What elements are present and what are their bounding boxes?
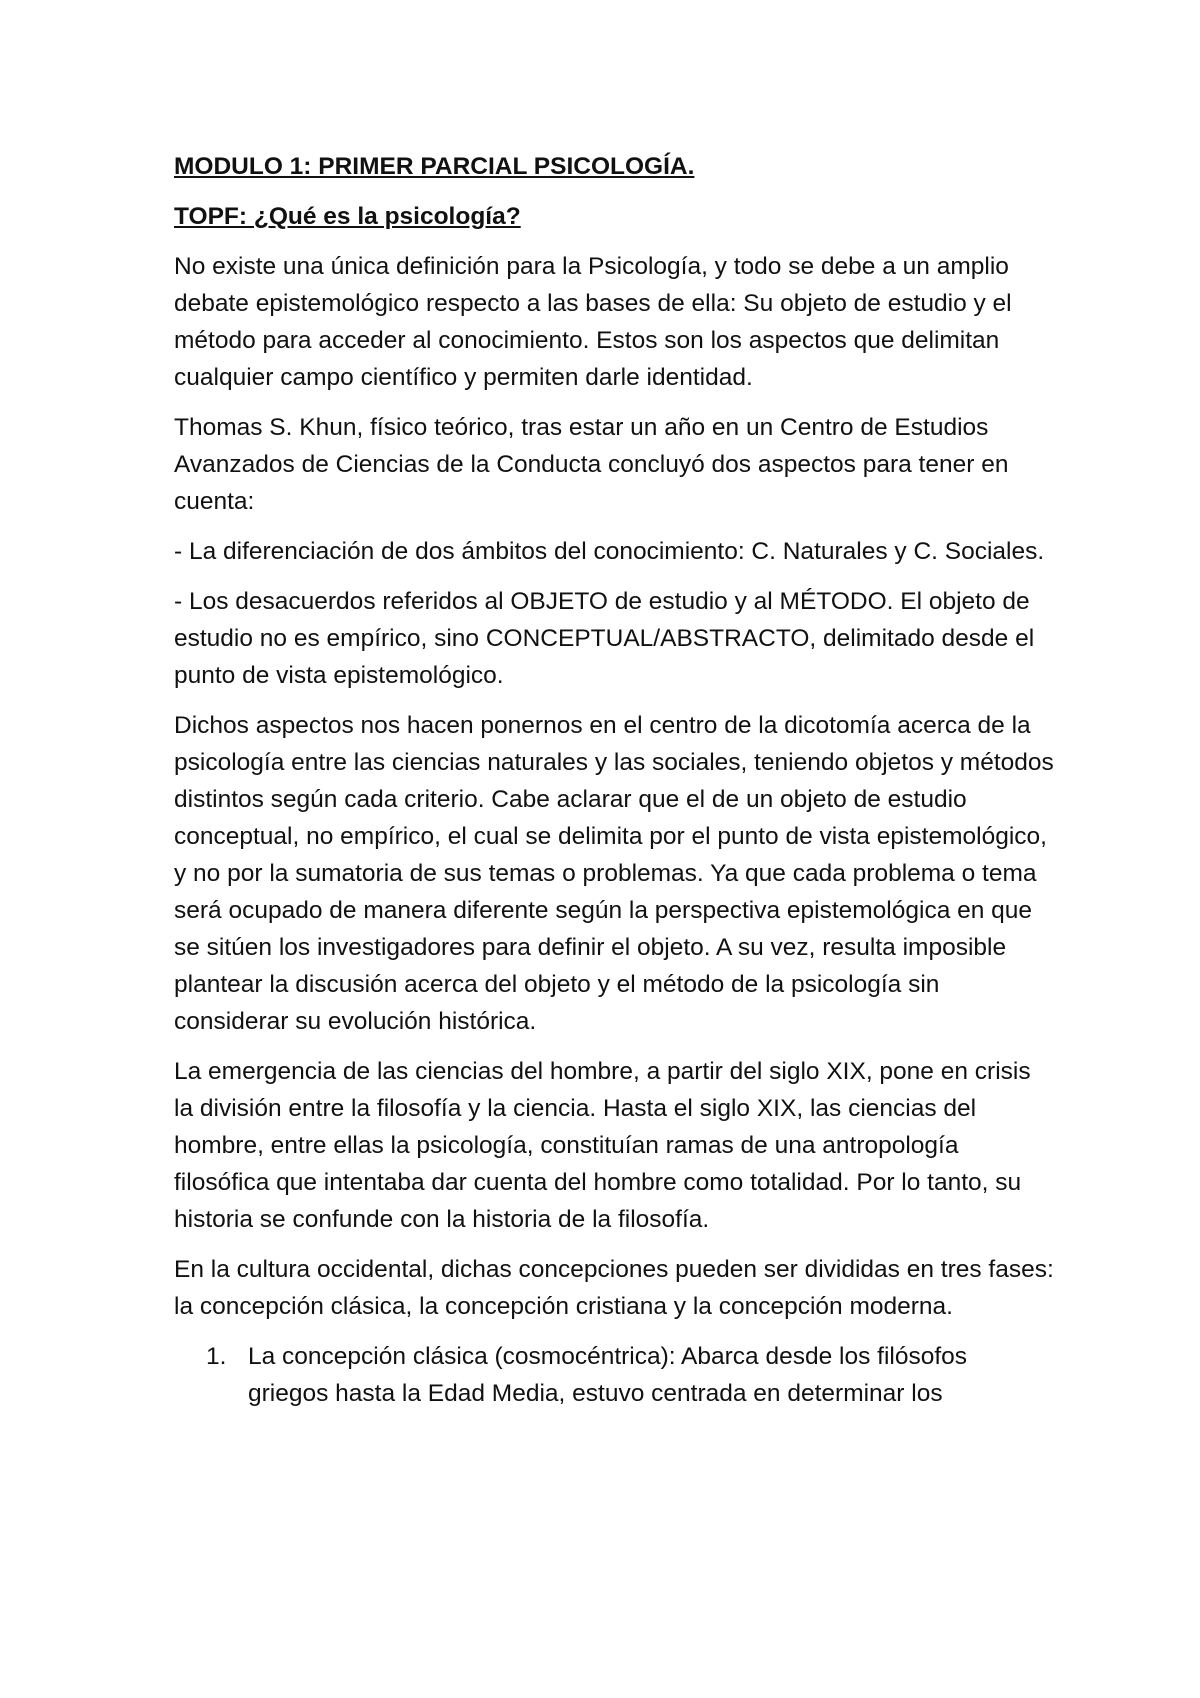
paragraph: Dichos aspectos nos hacen ponernos en el centro de la dicotomía acerca de la psicología entre las ciencias naturales y las sociales, teniendo objetos y métodos distintos según cada criterio. Cabe aclarar que el de un objeto de estudio conceptual, no empírico, el cual se delimita por el punto de vista epistemológico, y no por la sumatoria de sus temas o problemas. Ya que cada problema o tema será ocupado de manera diferente según la perspectiva epistemológica en que se sitúen los investigadores para definir el objeto. A su vez, resulta imposible plantear la discusión acerca del objeto y el método de la psicología sin considerar su evolución histórica. [174, 712, 1054, 1035]
list-item-text: La concepción clásica (cosmocéntrica): Abarca desde los filósofos griegos hasta la Edad Media, estuvo centrada en determinar los [248, 1343, 968, 1407]
paragraph: En la cultura occidental, dichas concepciones pueden ser divididas en tres fases: la concepción clásica, la concepción cristiana y la concepción moderna. [174, 1256, 1054, 1320]
document-title: MODULO 1: PRIMER PARCIAL PSICOLOGÍA. [174, 153, 695, 180]
numbered-list [174, 1338, 1054, 1412]
document-subtitle: TOPF: ¿Qué es la psicología? [174, 203, 521, 230]
document-body [174, 148, 1054, 1412]
list-item-number: 1. [206, 1343, 227, 1370]
list-item [174, 1338, 1054, 1412]
paragraph: No existe una única definición para la Psicología, y todo se debe a un amplio debate epistemológico respecto a las bases de ella: Su objeto de estudio y el método para acceder al conocimiento. Estos son los aspectos que delimitan cualquier campo científico y permiten darle identidad. [174, 253, 1012, 391]
paragraph: La emergencia de las ciencias del hombre, a partir del siglo XIX, pone en crisis la división entre la filosofía y la ciencia. Hasta el siglo XIX, las ciencias del hombre, entre ellas la psicología, constituían ramas de una antropología filosófica que intentaba dar cuenta del hombre como totalidad. Por lo tanto, su historia se confunde con la historia de la filosofía. [174, 1058, 1031, 1233]
paragraph: - Los desacuerdos referidos al OBJETO de estudio y al MÉTODO. El objeto de estudio no es empírico, sino CONCEPTUAL/ABSTRACTO, delimitado desde el punto de vista epistemológico. [174, 588, 1035, 689]
paragraph: - La diferenciación de dos ámbitos del conocimiento: C. Naturales y C. Sociales. [174, 538, 1045, 565]
paragraph: Thomas S. Khun, físico teórico, tras estar un año en un Centro de Estudios Avanzados de Ciencias de la Conducta concluyó dos aspectos para tener en cuenta: [174, 414, 1009, 515]
